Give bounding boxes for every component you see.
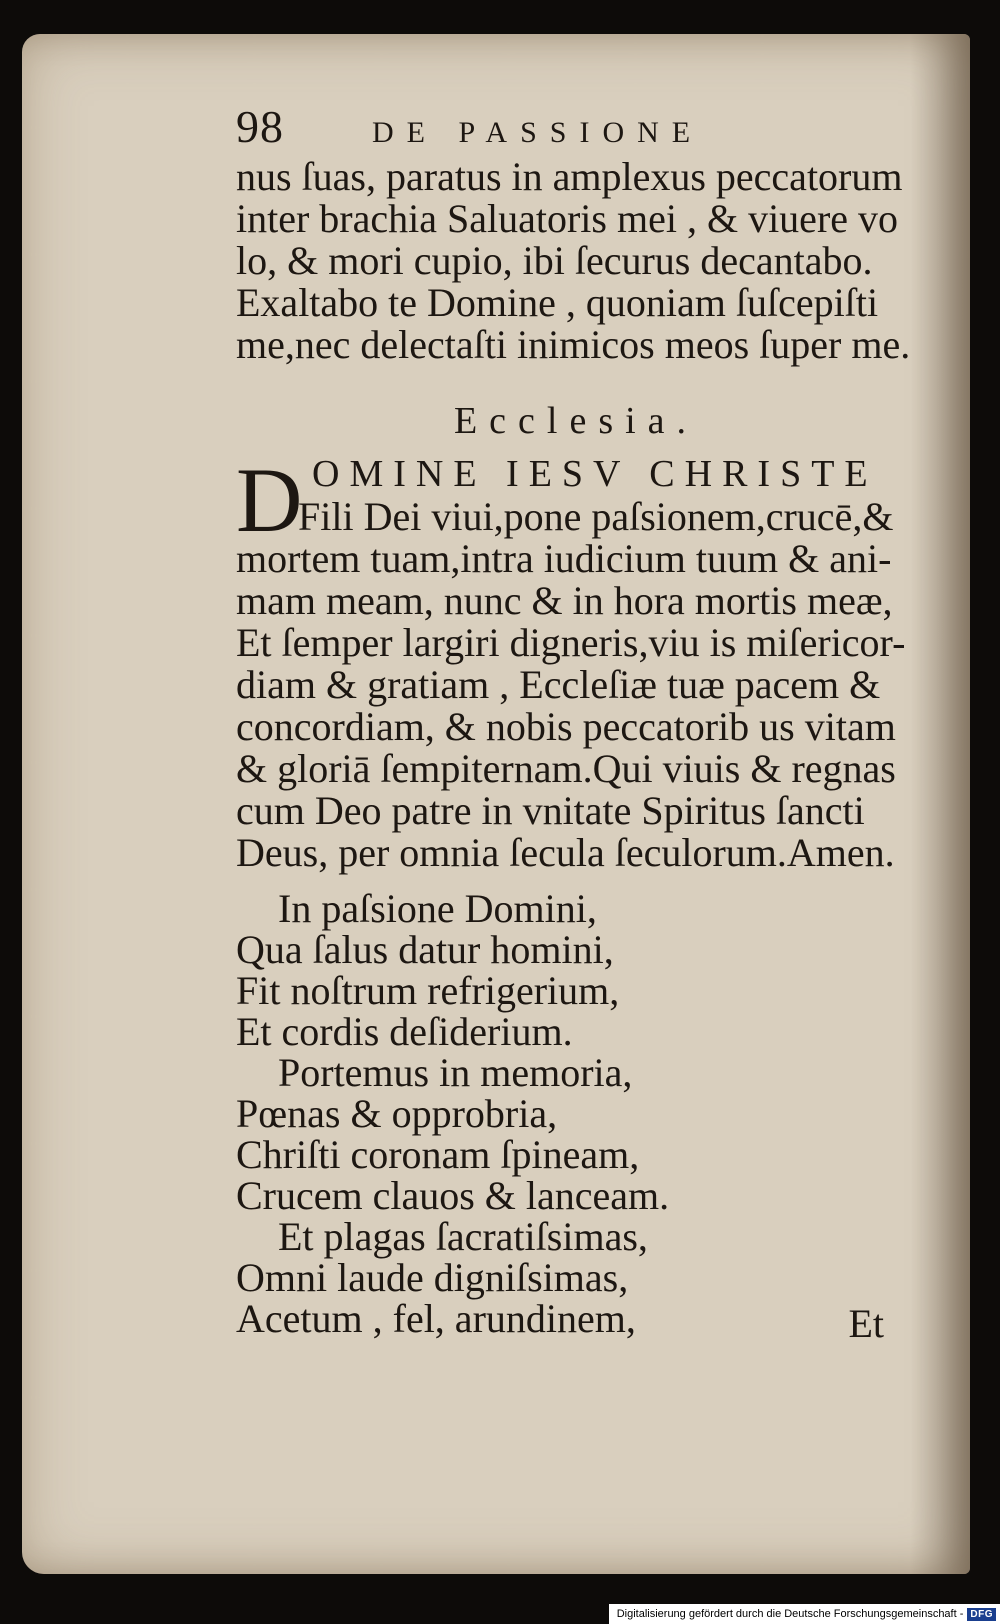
catchword: Et — [848, 1301, 884, 1346]
page-text — [236, 98, 916, 1339]
page-number: 98 — [236, 101, 284, 152]
hymn-line: Omni laude digniſsimas, — [236, 1255, 629, 1300]
hymn-line: Fit noſtrum refrigerium, — [236, 968, 620, 1013]
prayer — [236, 449, 906, 875]
hymn-line: In paſsione Domini, — [278, 886, 597, 931]
hymn-line: Crucem clauos & lanceam. — [236, 1173, 670, 1218]
text-line: Fili Dei viui,pone paſsionem,crucē,& — [298, 494, 894, 539]
hymn-line: Et cordis deſiderium. — [236, 1009, 573, 1054]
text-line: inter brachia Saluatoris mei , & viuere vo — [236, 196, 899, 241]
text-line: Deus, per omnia ſecula ſeculorum.Amen. — [236, 830, 895, 875]
hymn — [236, 888, 916, 1339]
section-heading: Ecclesia. — [453, 400, 699, 442]
paragraph-1 — [236, 154, 911, 367]
hymn-line: Acetum , fel, arundinem, — [236, 1296, 636, 1341]
text-line: Exaltabo te Domine , quoniam ſuſcepiſti — [236, 280, 879, 325]
text-line: lo, & mori cupio, ibi ſecurus decantabo. — [236, 238, 873, 283]
digitization-footer — [609, 1604, 1000, 1624]
drop-cap: D — [236, 449, 303, 551]
text-line: concordiam, & nobis peccatorib us vitam — [236, 704, 896, 749]
prayer-first-line: OMINE IESV CHRISTE — [312, 453, 878, 495]
hymn-line: Pœnas & opprobria, — [236, 1091, 558, 1136]
text-line: & gloriā ſempiternam.Qui viuis & regnas — [236, 746, 896, 791]
hymn-line: Portemus in memoria, — [278, 1050, 633, 1095]
footer-credit: Digitalisierung gefördert durch die Deutsche Forschungsgemeinschaft - — [616, 1608, 964, 1620]
hymn-line: Et plagas ſacratiſsimas, — [278, 1214, 648, 1259]
hymn-line: Chriſti coronam ſpineam, — [236, 1132, 640, 1177]
dfg-logo-icon: DFG — [967, 1608, 996, 1621]
text-line: mortem tuam,intra iudicium tuum & ani- — [236, 536, 892, 581]
text-line: nus ſuas, paratus in amplexus peccatorum — [236, 154, 903, 199]
text-line: diam & gratiam , Eccleſiæ tuæ pacem & — [236, 662, 881, 707]
book-page — [22, 34, 970, 1574]
text-line: cum Deo patre in vnitate Spiritus ſancti — [236, 788, 865, 833]
page-header — [236, 98, 916, 156]
text-line: mam meam, nunc & in hora mortis meæ, — [236, 578, 893, 623]
hymn-line: Qua ſalus datur homini, — [236, 927, 614, 972]
running-title: DE PASSIONE — [372, 116, 704, 149]
text-line: me,nec delectaſti inimicos meos ſuper me. — [236, 322, 911, 367]
text-line: Et ſemper largiri digneris,viu is miſericor- — [236, 620, 906, 665]
